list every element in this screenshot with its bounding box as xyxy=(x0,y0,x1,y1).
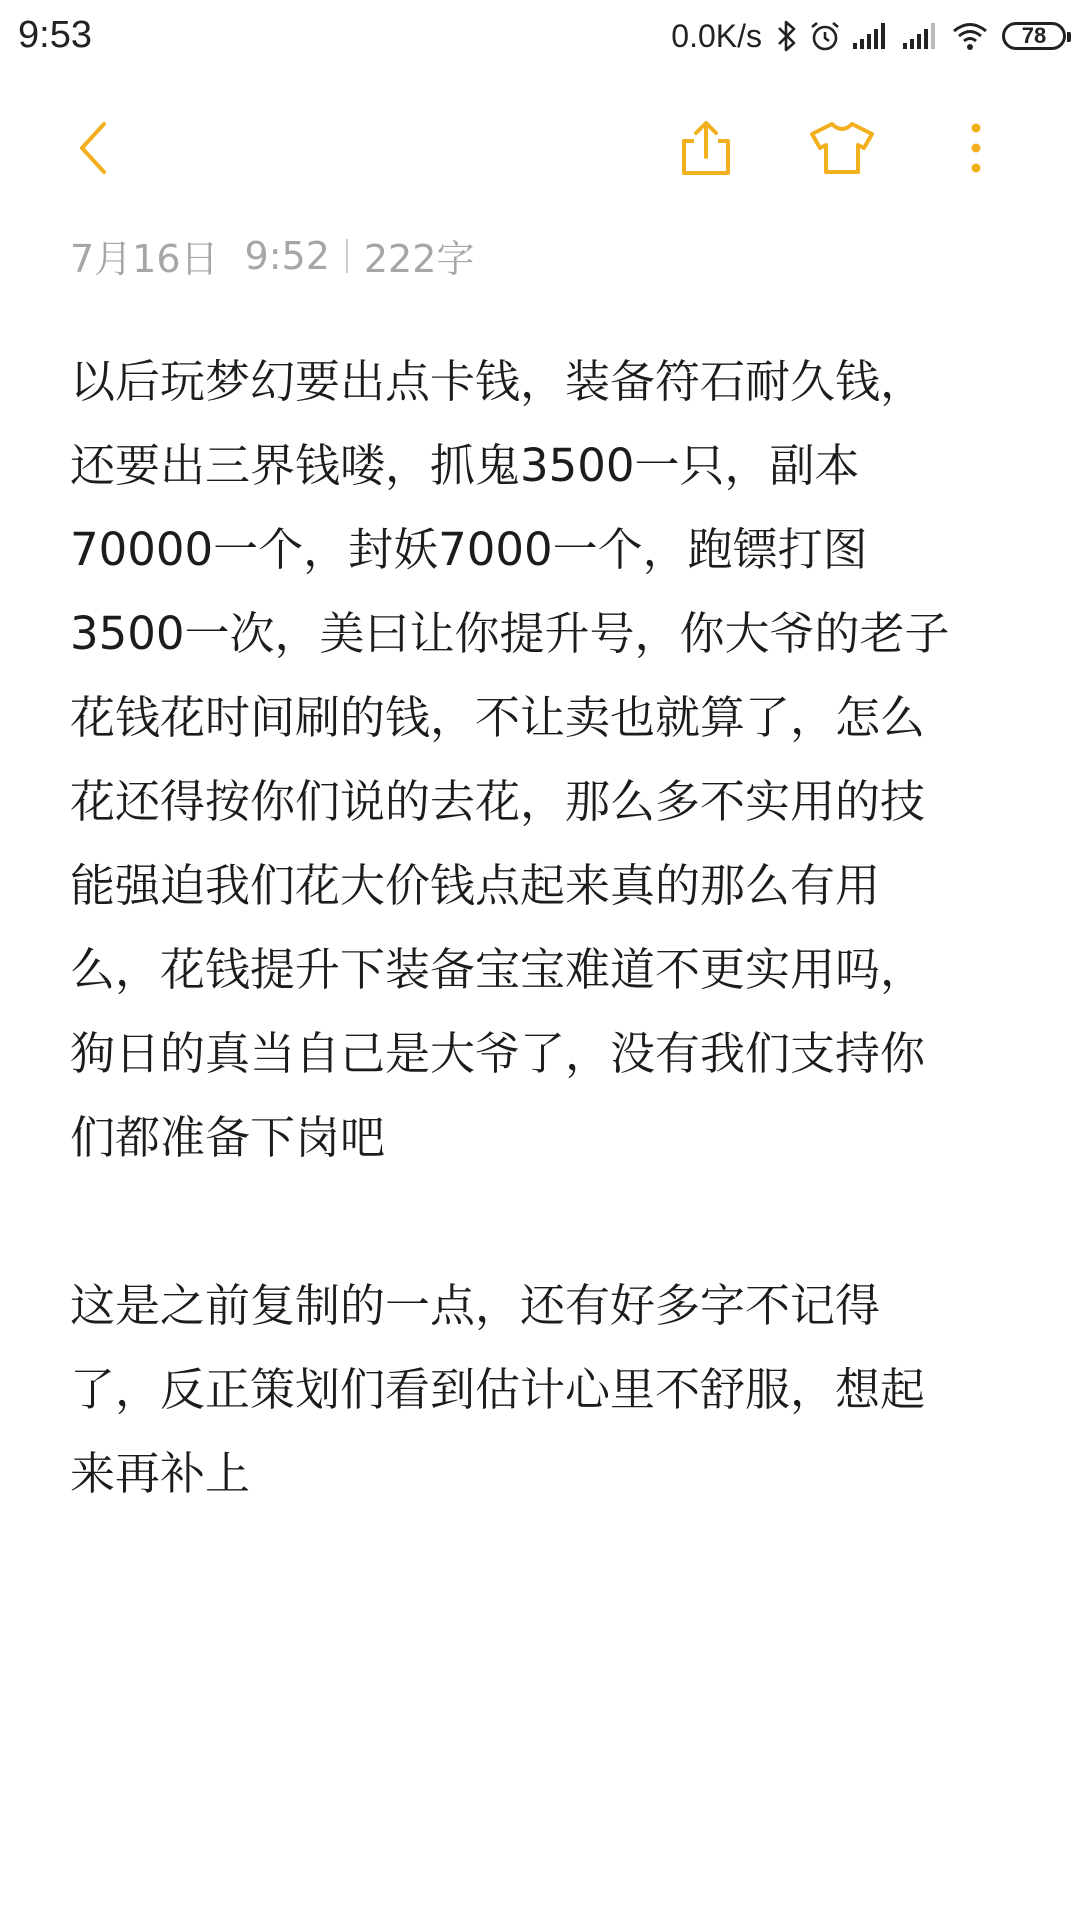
word-count: 222字 xyxy=(363,237,475,281)
more-options-button[interactable] xyxy=(926,100,1026,200)
alarm-icon xyxy=(808,19,842,53)
note-editor[interactable] xyxy=(70,340,1010,1600)
more-vertical-icon xyxy=(969,122,983,178)
note-meta xyxy=(70,228,474,283)
status-time: 9:53 xyxy=(18,14,92,56)
note-paragraph: 这是之前复制的一点，还有好多字不记得 了，反正策划们看到估计心里不舒服，想起 来再补上 xyxy=(70,1279,926,1500)
note-paragraph: 以后玩梦幻要出点卡钱，装备符石耐久钱， 还要出三界钱喽，抓鬼3500一只，副本 70000一个，封妖7000一个，跑镖打图 3500一次，美曰让你提升号，你大爷的老子 花钱花时间刷的钱，不让卖也就算了，怎么 花还得按你们说的去花，那么多不实用的技 能强迫我们花大价钱点起来真的那么有用 么，花钱提升下装备宝宝难道不更实用吗， 狗日的真当自己是大爷了，没有我们支持你 们都准备下岗吧 xyxy=(70,355,950,1164)
wifi-icon xyxy=(952,21,988,51)
meta-divider xyxy=(346,239,348,273)
theme-button[interactable] xyxy=(792,100,892,200)
share-button[interactable] xyxy=(656,100,756,200)
signal-icon xyxy=(902,21,942,51)
back-button[interactable] xyxy=(44,100,144,200)
note-toolbar xyxy=(0,100,1080,200)
battery-indicator xyxy=(1002,22,1066,50)
chevron-left-icon xyxy=(74,120,114,180)
network-speed: 0.0K/s xyxy=(671,17,762,54)
battery-level: 78 xyxy=(1021,23,1047,48)
bluetooth-icon xyxy=(776,19,798,53)
note-time: 9:52 xyxy=(244,233,330,278)
tshirt-icon xyxy=(808,120,876,180)
note-date: 7月16日 xyxy=(70,237,219,281)
signal-icon xyxy=(852,21,892,51)
share-icon xyxy=(678,119,734,181)
status-indicators xyxy=(671,14,1066,58)
status-bar xyxy=(0,0,1080,76)
